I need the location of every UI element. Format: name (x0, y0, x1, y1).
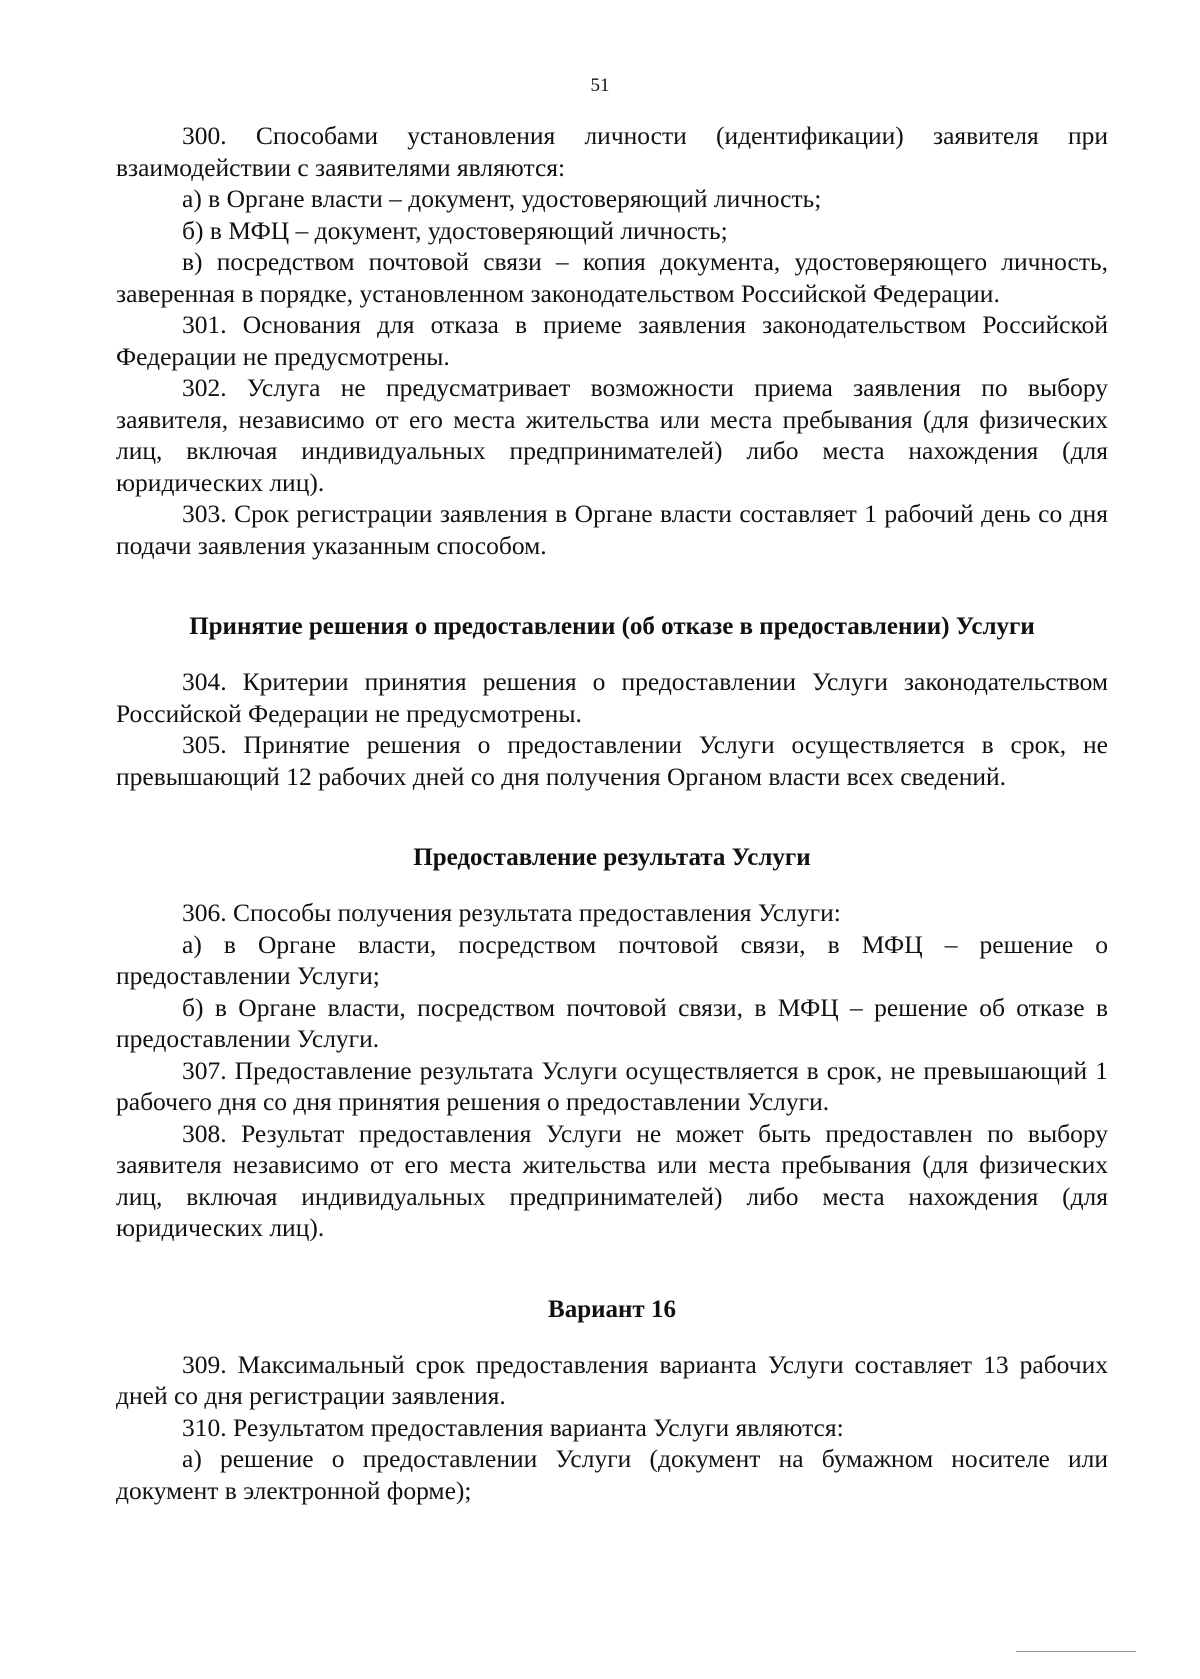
section-heading-result: Предоставление результата Услуги (413, 844, 811, 871)
paragraph-303: 303. Срок регистрации заявления в Органе власти составляет 1 рабочий день со дня подачи заявления указанным способом. (116, 499, 1108, 560)
spacer (116, 1244, 1108, 1294)
paragraph-300-v: в) посредством почтовой связи – копия документа, удостоверяющего личность, заверенная в порядке, установленном законодательством Российской Федерации. (116, 247, 1108, 308)
spacer (116, 873, 1108, 897)
paragraph-300: 300. Способами установления личности (идентификации) заявителя при взаимодействии с заявителями являются: (116, 121, 1108, 182)
paragraph-300-a: а) в Органе власти – документ, удостоверяющий личность; (182, 184, 822, 213)
paragraph-307: 307. Предоставление результата Услуги осуществляется в срок, не превышающий 1 рабочего дня со дня принятия решения о предоставлении Услуги. (116, 1055, 1108, 1116)
page-number: 51 (590, 75, 610, 96)
paragraph-301: 301. Основания для отказа в приеме заявления законодательством Российской Федерации не предусмотрены. (116, 310, 1108, 371)
section-heading-decision: Принятие решения о предоставлении (об отказе в предоставлении) Услуги (189, 613, 1035, 640)
paragraph-306-b: б) в Органе власти, посредством почтовой связи, в МФЦ – решение об отказе в предоставлении Услуги. (116, 992, 1108, 1053)
spacer (116, 792, 1108, 842)
paragraph-310-a: а) решение о предоставлении Услуги (документ на бумажном носителе или документ в электронной форме); (116, 1444, 1108, 1505)
paragraph-309: 309. Максимальный срок предоставления варианта Услуги составляет 13 рабочих дней со дня регистрации заявления. (116, 1349, 1108, 1410)
paragraph-300-b: б) в МФЦ – документ, удостоверяющий личность; (182, 215, 728, 245)
paragraph-308: 308. Результат предоставления Услуги не может быть предоставлен по выбору заявителя независимо от его места жительства или места пребывания (для физических лиц, включая индивидуальных предпринимателей) либо места нахождения (для юридических лиц). (116, 1118, 1108, 1242)
paragraph-304: 304. Критерии принятия решения о предоставлении Услуги законодательством Российской Федерации не предусмотрены. (116, 667, 1108, 728)
document-body (116, 120, 1108, 1506)
paragraph-305: 305. Принятие решения о предоставлении Услуги осуществляется в срок, не превышающий 12 рабочих дней со дня получения Органом власти всех сведений. (116, 730, 1108, 791)
spacer (116, 561, 1108, 611)
scan-artifact-line (1016, 1651, 1136, 1652)
section-heading-variant-16: Вариант 16 (548, 1295, 676, 1323)
paragraph-306: 306. Способы получения результата предоставления Услуги: (182, 898, 841, 927)
paragraph-302: 302. Услуга не предусматривает возможности приема заявления по выбору заявителя, независимо от его места жительства или места пребывания (для физических лиц, включая индивидуальных предпринимателей) либо места нахождения (для юридических лиц). (116, 373, 1108, 497)
paragraph-310: 310. Результатом предоставления варианта Услуги являются: (182, 1412, 844, 1442)
spacer (116, 642, 1108, 666)
spacer (116, 1325, 1108, 1349)
paragraph-306-a: а) в Органе власти, посредством почтовой связи, в МФЦ – решение о предоставлении Услуги; (116, 929, 1108, 990)
